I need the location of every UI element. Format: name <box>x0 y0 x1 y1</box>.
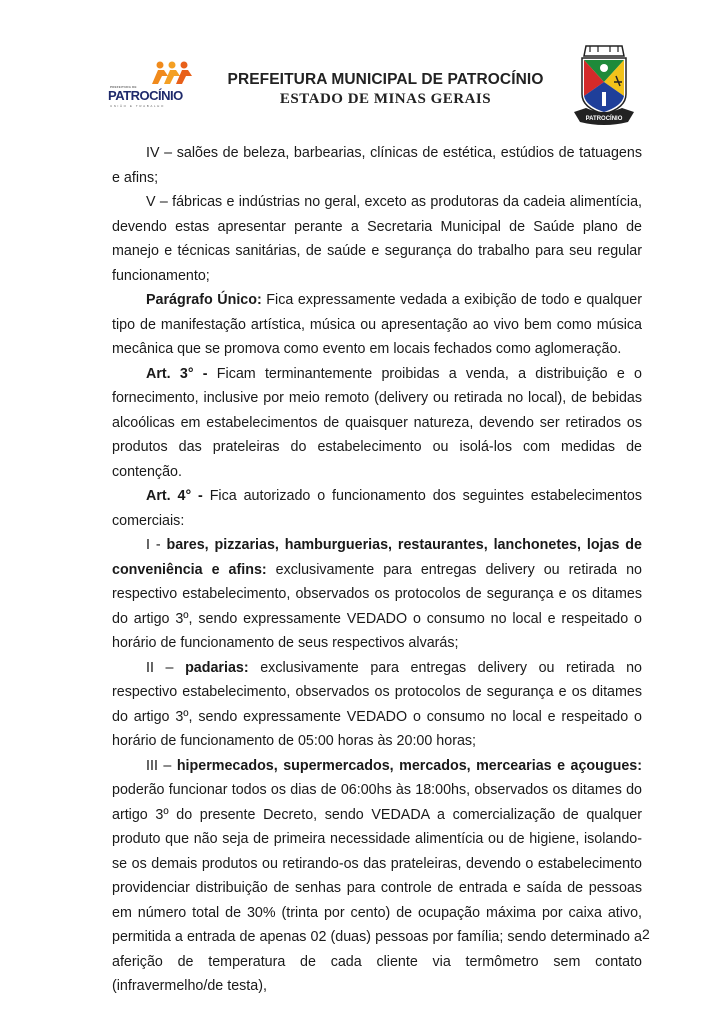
paragraph-text: Fica expressamente vedada a exibição de todo e qualquer tipo de manifestação artística, música ou apresentação ao vivo bem como música mecânica que se promova como evento em locais fechados como aglomeração. <box>112 292 642 357</box>
article-4-item-iii <box>112 754 642 999</box>
item-heading: bares, pizzarias, hamburguerias, restaurantes, lanchonetes, lojas de conveniência e afins: <box>112 537 642 578</box>
item-heading: hipermecados, supermercados, mercados, mercearias e açougues: <box>176 757 643 774</box>
coat-of-arms-icon <box>572 42 636 128</box>
article-3 <box>112 362 642 485</box>
article-4-item-i <box>112 533 642 656</box>
page-number: 2 <box>642 926 650 942</box>
people-figures-icon <box>148 60 194 86</box>
paragraph-item-v: V – fábricas e indústrias no geral, exceto as produtoras da cadeia alimentícia, devendo estas apresentar perante a Secretaria Municipal de Saúde plano de manejo e técnicas sanitárias, de saúde e segurança do trabalho para seu regular funcionamento; <box>112 194 642 284</box>
item-text: exclusivamente para entregas delivery ou retirada no respectivo estabelecimento, observados os protocolos de segurança e os ditames do artigo 3º, sendo expressamente VEDADO o consumo no local e respeitado o horário de funcionamento de seus respectivos alvarás; <box>112 561 642 651</box>
logo-caption: PREFEITURA DE <box>110 85 137 89</box>
logo-slogan: UNIÃO E TRABALHO <box>110 104 165 108</box>
item-heading: padarias: <box>185 659 249 676</box>
crest-banner-text: PATROCÍNIO <box>585 116 623 122</box>
paragraph-heading: Parágrafo Único: <box>146 292 262 308</box>
item-prefix: I - <box>146 537 167 553</box>
paragraph-unico <box>112 288 642 362</box>
header-titles <box>218 71 553 108</box>
document-header <box>100 40 640 130</box>
article-heading: Art. 3° - <box>146 365 208 382</box>
item-text: poderão funcionar todos os dias de 06:00hs às 18:00hs, observados os ditames do artigo 3º do presente Decreto, sendo VEDADA a comercialização de qualquer produto que não seja de primeira necessidade alimentícia ou de higiene, isolando-se os demais produtos ou retirando-os das prateleiras, devendo o estabelecimento providenciar distribuição de senhas para controle de entrada e saída de pessoas em número total de 30% (trinta por cento) de ocupação máxima por caixa ativo, permitida a entrada de apenas 02 (duas) pessoas por família; sendo determinado a aferição de temperatura de cada cliente via termômetro sem contato (infravermelho/de testa), <box>112 782 642 994</box>
document-body <box>112 141 642 999</box>
page-subtitle: ESTADO DE MINAS GERAIS <box>279 91 492 107</box>
article-4-item-ii <box>112 656 642 754</box>
article-text: Fica autorizado o funcionamento dos seguintes estabelecimentos comerciais: <box>112 488 642 529</box>
item-prefix: II – <box>146 659 186 676</box>
logo-name: PATROCÍNIO <box>108 88 183 103</box>
article-4 <box>112 484 642 533</box>
article-text: Ficam terminantemente proibidas a venda, a distribuição e o fornecimento, inclusive por meio remoto (delivery ou retirada no local), de bebidas alcoólicas em estabelecimentos de quaisquer natureza, devendo ser retirados os produtos das prateleiras do estabelecimento ou isolá-los com medidas de contenção. <box>112 365 643 480</box>
item-text: exclusivamente para entregas delivery ou retirada no respectivo estabelecimento, observados os protocolos de segurança e os ditames do artigo 3º, sendo expressamente VEDADO o consumo no local e respeitado o horário de funcionamento de 05:00 horas às 20:00 horas; <box>112 659 643 749</box>
article-heading: Art. 4° - <box>146 488 203 504</box>
prefeitura-logo <box>108 60 198 110</box>
item-prefix: III – <box>146 757 177 774</box>
page-title: PREFEITURA MUNICIPAL DE PATROCÍNIO <box>227 71 544 88</box>
paragraph-item-iv: IV – salões de beleza, barbearias, clínicas de estética, estúdios de tatuagens e afins; <box>112 145 642 186</box>
